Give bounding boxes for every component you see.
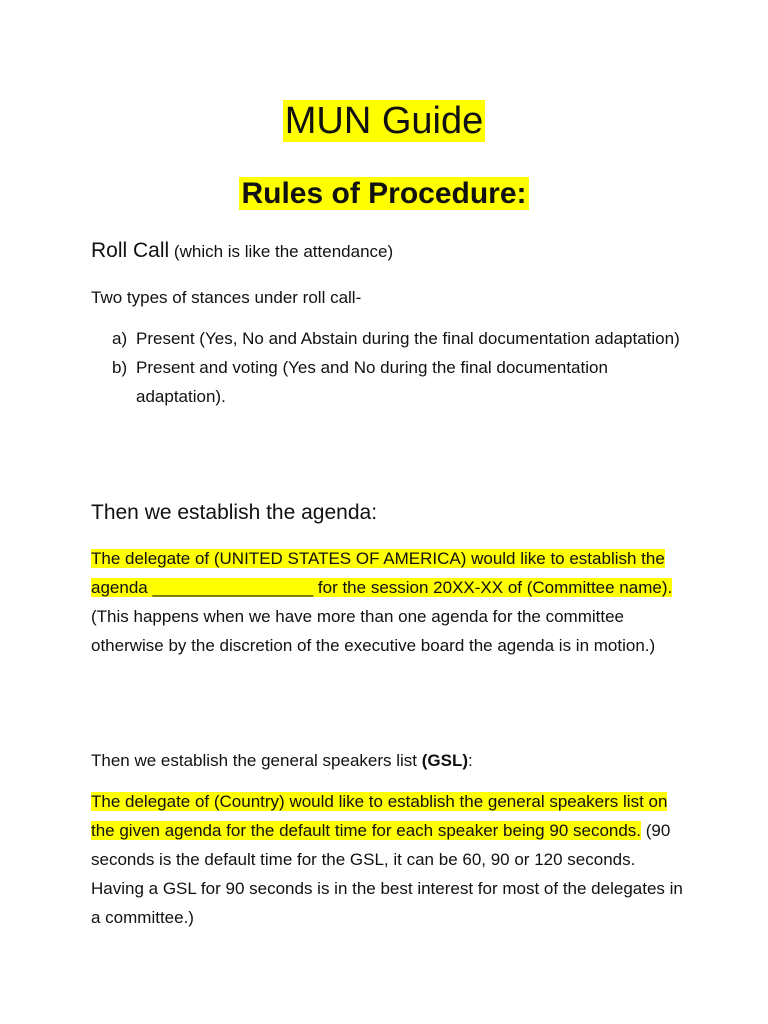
agenda-paragraph bbox=[91, 544, 683, 660]
roll-call-intro: Two types of stances under roll call- bbox=[91, 288, 362, 307]
gsl-note: (90 seconds is the default time for the GSL, it can be 60, 90 or 120 seconds. Having a GSL for 90 seconds is in the best interest for most of the delegates in a committee.) bbox=[91, 821, 683, 927]
list-marker: b) bbox=[112, 358, 128, 377]
gsl-paragraph bbox=[91, 787, 683, 932]
gsl-heading-suffix: : bbox=[468, 751, 473, 770]
gsl-heading-bold: (GSL) bbox=[421, 751, 469, 770]
gsl-highlighted-text: The delegate of (Country) would like to establish the general speakers list on the given agenda for the default time for each speaker being 90 seconds. bbox=[91, 792, 668, 840]
agenda-note: (This happens when we have more than one agenda for the committee otherwise by the discretion of the executive board the agenda is in motion.) bbox=[91, 607, 656, 655]
list-marker: a) bbox=[112, 329, 128, 348]
list-item bbox=[112, 353, 692, 411]
gsl-heading bbox=[91, 746, 691, 775]
roll-call-heading-text: Roll Call bbox=[91, 239, 170, 262]
gsl-heading-prefix: Then we establish the general speakers list bbox=[91, 751, 422, 770]
list-item-text: Present (Yes, No and Abstain during the final documentation adaptation) bbox=[136, 329, 680, 348]
roll-call-list bbox=[112, 324, 692, 411]
agenda-heading: Then we establish the agenda: bbox=[91, 501, 378, 524]
agenda-highlighted-text: The delegate of (UNITED STATES OF AMERICA) would like to establish the agenda _________________ for the session 20XX-XX of (Committee name). bbox=[91, 549, 673, 597]
document-subtitle: Rules of Procedure: bbox=[241, 177, 527, 210]
roll-call-note: (which is like the attendance) bbox=[173, 242, 394, 261]
document-title: MUN Guide bbox=[284, 100, 484, 142]
roll-call-heading bbox=[91, 236, 691, 266]
list-item-text: Present and voting (Yes and No during the final documentation adaptation). bbox=[136, 358, 608, 406]
list-item bbox=[112, 324, 692, 353]
